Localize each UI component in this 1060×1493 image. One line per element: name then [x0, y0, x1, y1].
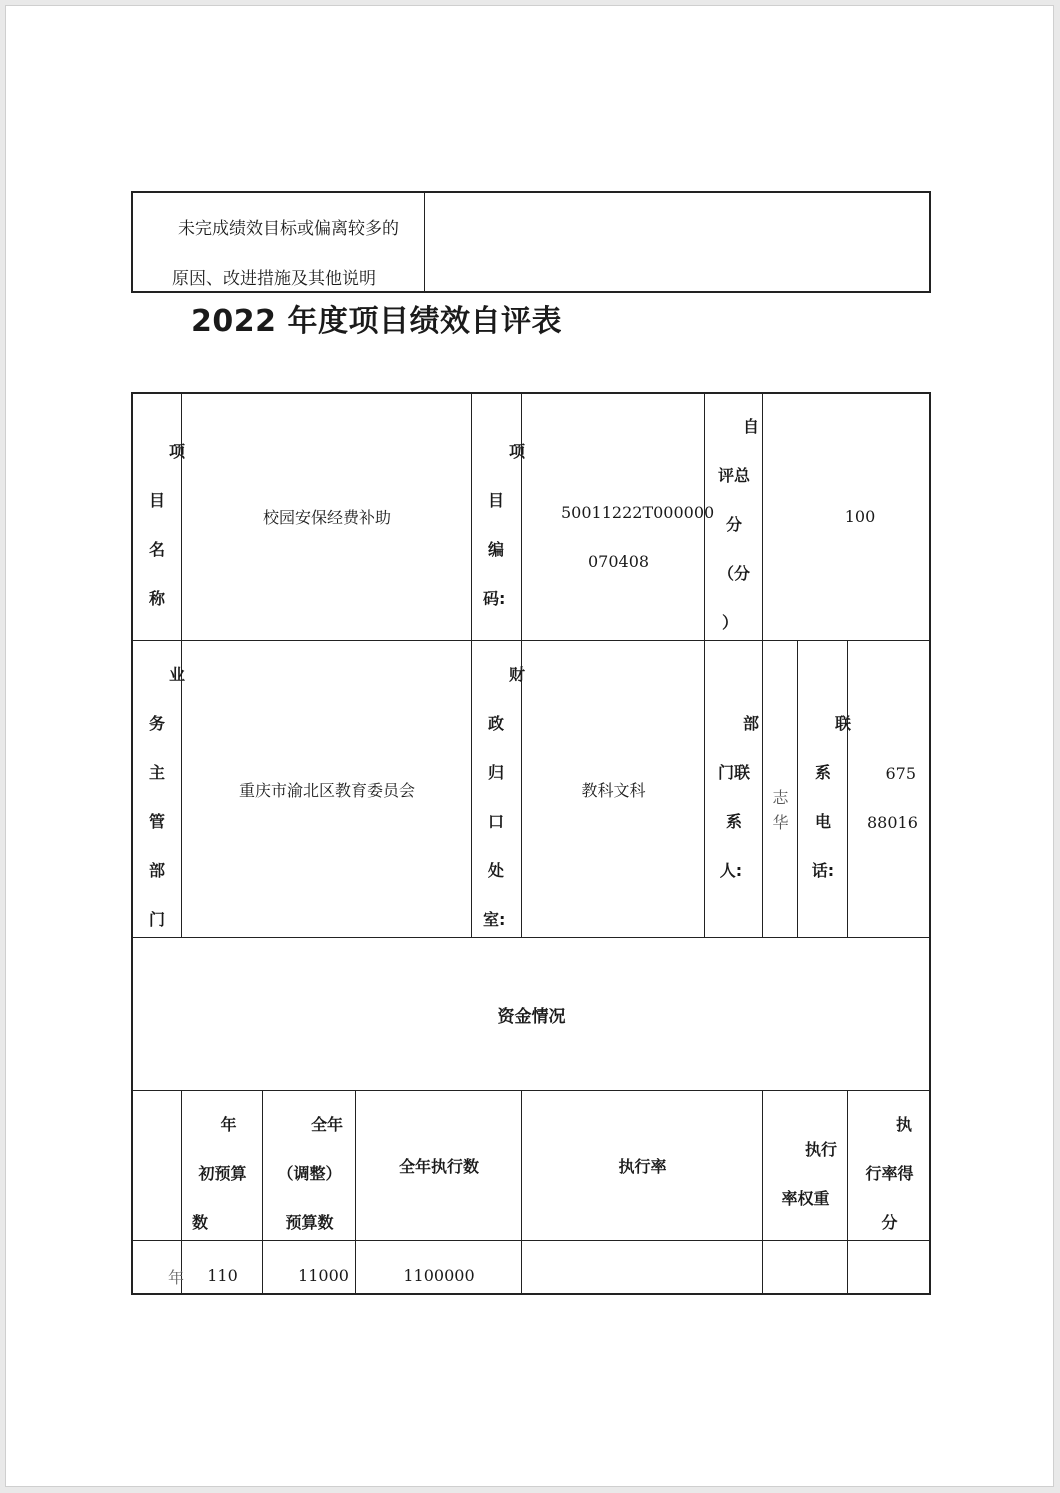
- department-label: 业 务 主 管 部 门: [149, 665, 185, 929]
- col-divider: [762, 393, 763, 640]
- col-divider: [847, 1091, 848, 1294]
- col-divider: [797, 641, 798, 937]
- initial-budget-value: 110: [207, 1266, 238, 1285]
- phone-value: 675 88016: [867, 764, 918, 832]
- note-divider: [424, 192, 425, 292]
- project-name-value: 校园安保经费补助: [262, 508, 391, 527]
- col-divider: [355, 1091, 356, 1294]
- finance-office-value: 教科文科: [581, 780, 646, 800]
- col-divider: [521, 1091, 522, 1294]
- col-divider: [762, 1091, 763, 1294]
- contact-person-value: 志 华: [772, 788, 789, 832]
- col-divider: [762, 641, 763, 937]
- project-name-label: 项 目 名 称: [149, 442, 185, 608]
- weight-value: [764, 1241, 847, 1294]
- department-value: 重庆市渝北区教育委员会: [238, 780, 415, 800]
- header-score: 执 行率得 分: [865, 1115, 914, 1232]
- col-divider: [471, 641, 472, 937]
- project-code-value: 50011222T000000 070408: [561, 503, 715, 571]
- header-weight: 执行 率权重: [781, 1140, 837, 1208]
- header-rate: 执行率: [618, 1157, 667, 1176]
- phone-label: 联 系 电 话:: [811, 714, 851, 880]
- col-divider: [471, 393, 472, 640]
- col-divider: [704, 641, 705, 937]
- self-score-label: 自 评总 分 （分 ）: [717, 417, 759, 632]
- header-initial-budget: 年 初预算 数: [192, 1115, 247, 1232]
- finance-office-label: 财 政 归 口 处 室:: [483, 665, 525, 929]
- note-value: [426, 193, 928, 291]
- note-label-line1: 未完成绩效目标或偏离较多的: [178, 219, 399, 239]
- header-adjusted-budget: 全年 （调整） 预算数: [277, 1115, 343, 1232]
- col-divider: [847, 641, 848, 937]
- col-divider: [181, 1091, 182, 1294]
- rate-value: [523, 1241, 762, 1294]
- adjusted-budget-value: 11000: [298, 1266, 349, 1285]
- col-divider: [262, 1091, 263, 1294]
- score-value: [849, 1241, 930, 1294]
- page-title: 2022 年度项目绩效自评表: [191, 304, 562, 339]
- row-year-label: 年: [168, 1268, 185, 1287]
- header-executed: 全年执行数: [398, 1157, 479, 1176]
- note-label-line2: 原因、改进措施及其他说明: [172, 269, 376, 289]
- project-code-label: 项 目 编 码:: [483, 442, 525, 608]
- contact-person-label: 部 门联 系 人:: [717, 714, 759, 880]
- self-score-value: 100: [844, 507, 876, 526]
- executed-value: 1100000: [403, 1266, 475, 1285]
- funds-section-title: 资金情况: [497, 1006, 566, 1027]
